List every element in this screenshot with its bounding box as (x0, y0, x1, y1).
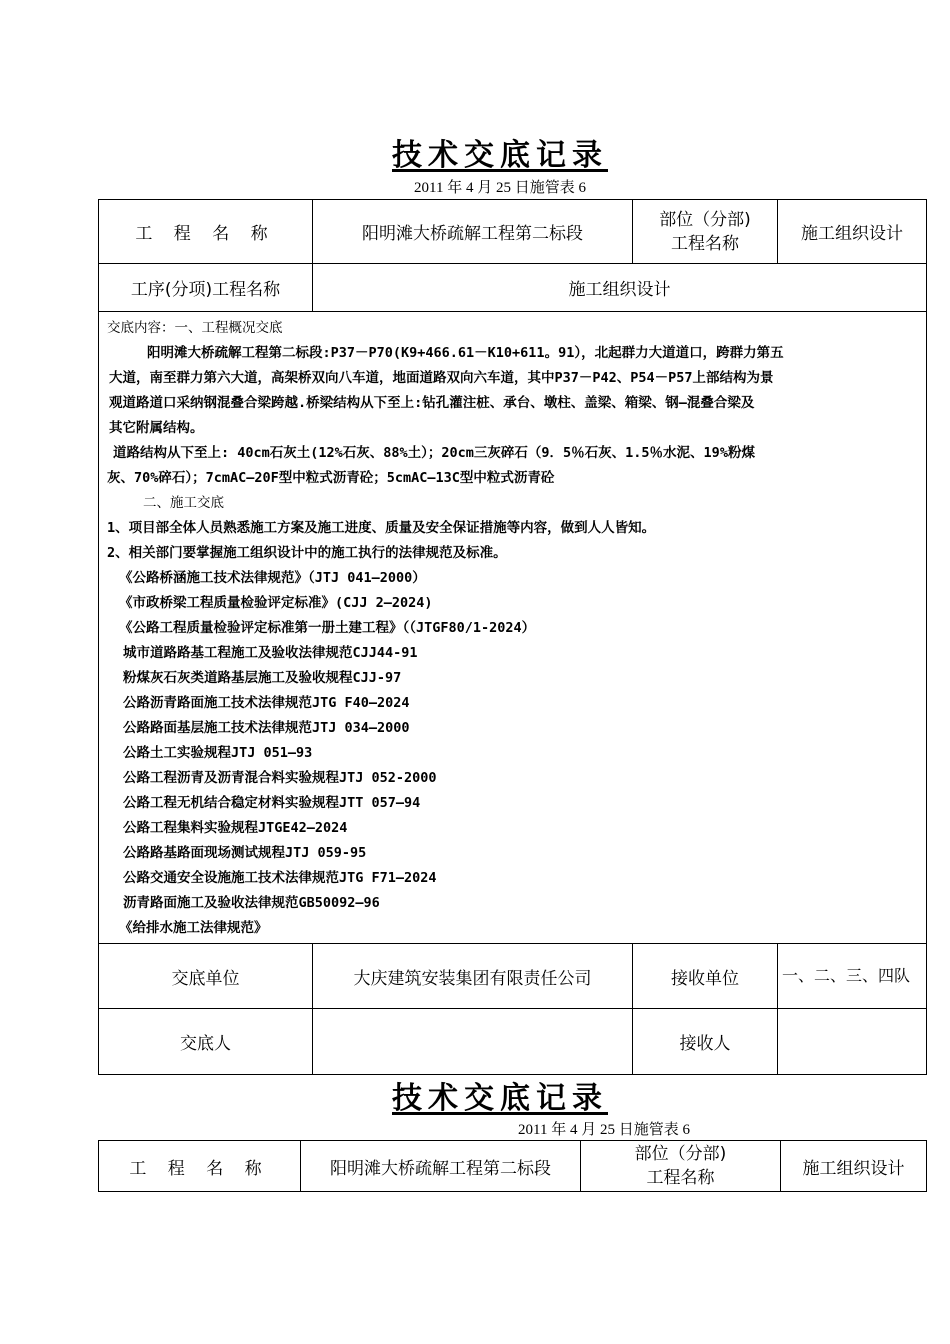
part-value: 施工组织设计 (781, 1141, 927, 1192)
overview-line: 观道路道口采纳钢混叠合梁跨越.桥梁结构从下至上:钻孔灌注桩、承台、墩柱、盖梁、箱梁、钢—混叠合梁及 (109, 395, 755, 411)
record-title: 技术交底记录 (392, 138, 608, 173)
record-title: 技术交底记录 (392, 1081, 608, 1116)
procedure-label: 工序(分项)工程名称 (99, 264, 313, 312)
standard-item: 公路路基路面现场测试规程JTJ 059-95 (123, 845, 367, 861)
part-label (581, 1141, 781, 1192)
project-name-label: 工 程 名 称 (99, 1141, 301, 1192)
part-value: 施工组织设计 (778, 200, 927, 264)
project-name-value: 阳明滩大桥疏解工程第二标段 (313, 200, 633, 264)
part-label-line2: 工程名称 (646, 1168, 715, 1188)
standard-item: 公路工程沥青及沥青混合料实验规程JTJ 052-2000 (123, 770, 437, 786)
receiver-person-label: 接收人 (633, 1009, 778, 1075)
standard-item: 《公路工程质量检验评定标准第一册土建工程》（（JTGF80/1-2024） (119, 620, 536, 636)
standard-item: 《给排水施工法律规范》 (119, 920, 268, 936)
standard-item: 沥青路面施工及验收法律规范GB50092—96 (123, 895, 380, 911)
road-structure-line: 灰、70%碎石）；7cmAC—20F型中粒式沥青砼；5cmAC—13C型中粒式沥青砼 (107, 470, 555, 486)
record-table (98, 199, 927, 1075)
standard-item: 粉煤灰石灰类道路基层施工及验收规程CJJ-97 (123, 670, 402, 686)
standard-item: 公路交通安全设施施工技术法律规范JTG F71—2024 (123, 870, 437, 886)
overview-line: 大道，南至群力第六大道，高架桥双向八车道，地面道路双向六车道，其中P37－P42、P54－P57上部结构为景 (109, 370, 774, 386)
part-label-line1: 部位（分部) (659, 209, 751, 230)
receiver-person-value (778, 1009, 927, 1075)
standard-item: 城市道路路基工程施工及验收法律规范CJJ44-91 (123, 645, 418, 661)
standard-item: 公路工程无机结合稳定材料实验规程JTT 057—94 (123, 795, 421, 811)
record-date: 2011 年 4 月 25 日施管表 6 (414, 180, 586, 196)
standard-item: 《市政桥梁工程质量检验评定标准》(CJJ 2—2024) (119, 595, 433, 611)
part-label (633, 200, 778, 264)
content-heading: 交底内容：一、工程概况交底 (107, 320, 283, 336)
receiver-unit-label: 接收单位 (633, 944, 778, 1009)
list-item: 1、项目部全体人员熟悉施工方案及施工进度、质量及安全保证措施等内容，做到人人皆知。 (107, 520, 656, 536)
record-date: 2011 年 4 月 25 日施管表 6 (518, 1122, 690, 1138)
project-name-value: 阳明滩大桥疏解工程第二标段 (301, 1141, 581, 1192)
project-name-label: 工 程 名 称 (99, 200, 313, 264)
standard-item: 公路工程集料实验规程JTGE42—2024 (123, 820, 348, 836)
handover-unit-value: 大庆建筑安装集团有限责任公司 (313, 944, 633, 1009)
standard-item: 公路路面基层施工技术法律规范JTJ 034—2000 (123, 720, 410, 736)
handover-unit-label: 交底单位 (99, 944, 313, 1009)
standard-item: 公路沥青路面施工技术法律规范JTG F40—2024 (123, 695, 410, 711)
standard-item: 《公路桥涵施工技术法律规范》（JTJ 041—2000） (119, 570, 426, 586)
overview-line: 其它附属结构。 (109, 420, 204, 436)
handover-person-label: 交底人 (99, 1009, 313, 1075)
record-table (98, 1140, 927, 1192)
standard-item: 公路土工实验规程JTJ 051—93 (123, 745, 313, 761)
receiver-unit-value: 一、二、三、四队 (778, 944, 927, 1009)
list-item: 2、相关部门要掌握施工组织设计中的施工执行的法律规范及标准。 (107, 545, 507, 561)
section-heading: 二、施工交底 (143, 495, 224, 511)
part-label-line1: 部位（分部) (634, 1144, 727, 1164)
overview-line: 阳明滩大桥疏解工程第二标段:P37－P70(K9+466.61－K10+611。91），北起群力大道道口，跨群力第五 (147, 345, 784, 361)
handover-person-value (313, 1009, 633, 1075)
procedure-value: 施工组织设计 (313, 264, 927, 312)
road-structure-line: 道路结构从下至上: 40cm石灰土(12%石灰、88%土）；20cm三灰碎石（9．5％石灰、1.5％水泥、19%粉煤 (113, 445, 755, 461)
part-label-line2: 工程名称 (671, 233, 739, 254)
content-cell (99, 312, 927, 944)
